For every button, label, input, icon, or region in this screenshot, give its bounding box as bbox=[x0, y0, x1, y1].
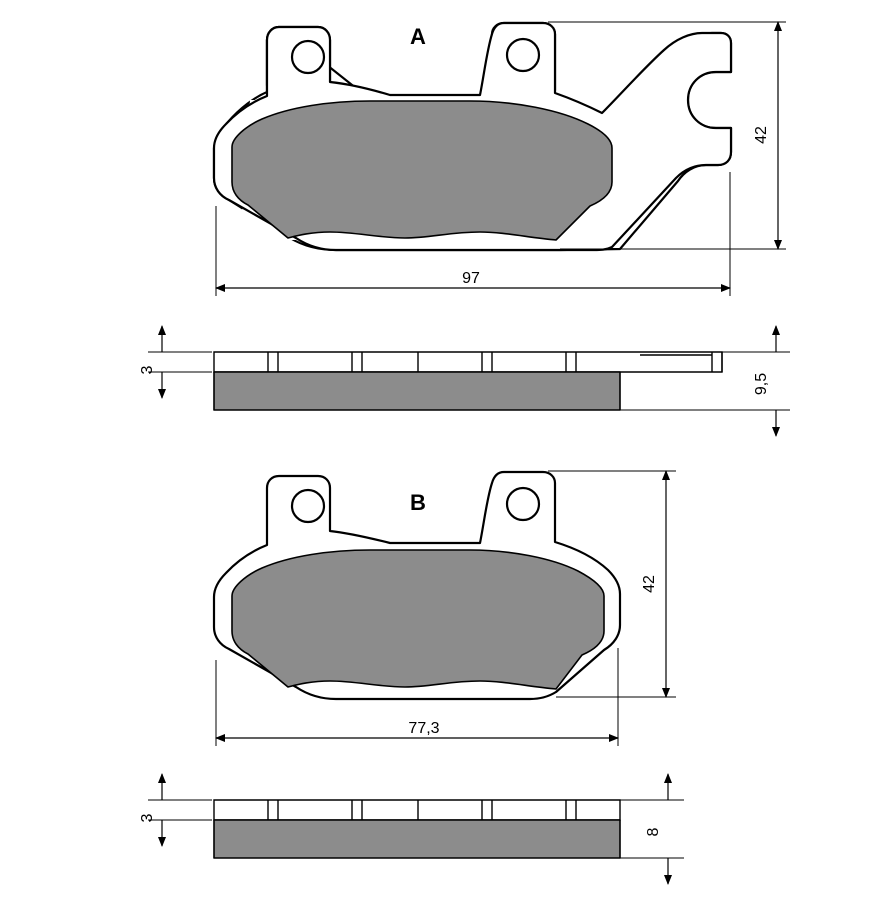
view-b-side bbox=[139, 774, 684, 884]
pad-a-side-dim-thickness-value: 3 bbox=[139, 365, 156, 375]
pad-b-hole-right bbox=[507, 488, 539, 520]
view-b-pad bbox=[214, 471, 676, 746]
pad-b-hole-left bbox=[292, 490, 324, 522]
pad-a-dim-height-value: 42 bbox=[753, 126, 770, 144]
pad-b-side-dim-total-value: 8 bbox=[645, 827, 662, 837]
pad-b-dim-width-value: 77,3 bbox=[408, 720, 440, 737]
view-a-letter: A bbox=[410, 24, 426, 49]
view-b-letter: B bbox=[410, 490, 426, 515]
view-a-pad bbox=[214, 22, 786, 296]
pad-a-friction-material bbox=[232, 101, 612, 240]
pad-b-dim-height-value: 42 bbox=[641, 575, 658, 593]
view-a-side bbox=[139, 326, 790, 436]
pad-b-friction-material bbox=[232, 550, 604, 689]
pad-b-side-plate bbox=[214, 800, 620, 820]
pad-a-side-friction bbox=[214, 372, 620, 410]
pad-b-side-friction bbox=[214, 820, 620, 858]
pad-a-dim-width-value: 97 bbox=[462, 270, 480, 287]
pad-a-side-dim-total-value: 9,5 bbox=[753, 372, 770, 396]
pad-a-hole-right bbox=[507, 39, 539, 71]
pad-b-side-dim-thickness-value: 3 bbox=[139, 813, 156, 823]
pad-a-hole-left bbox=[292, 41, 324, 73]
